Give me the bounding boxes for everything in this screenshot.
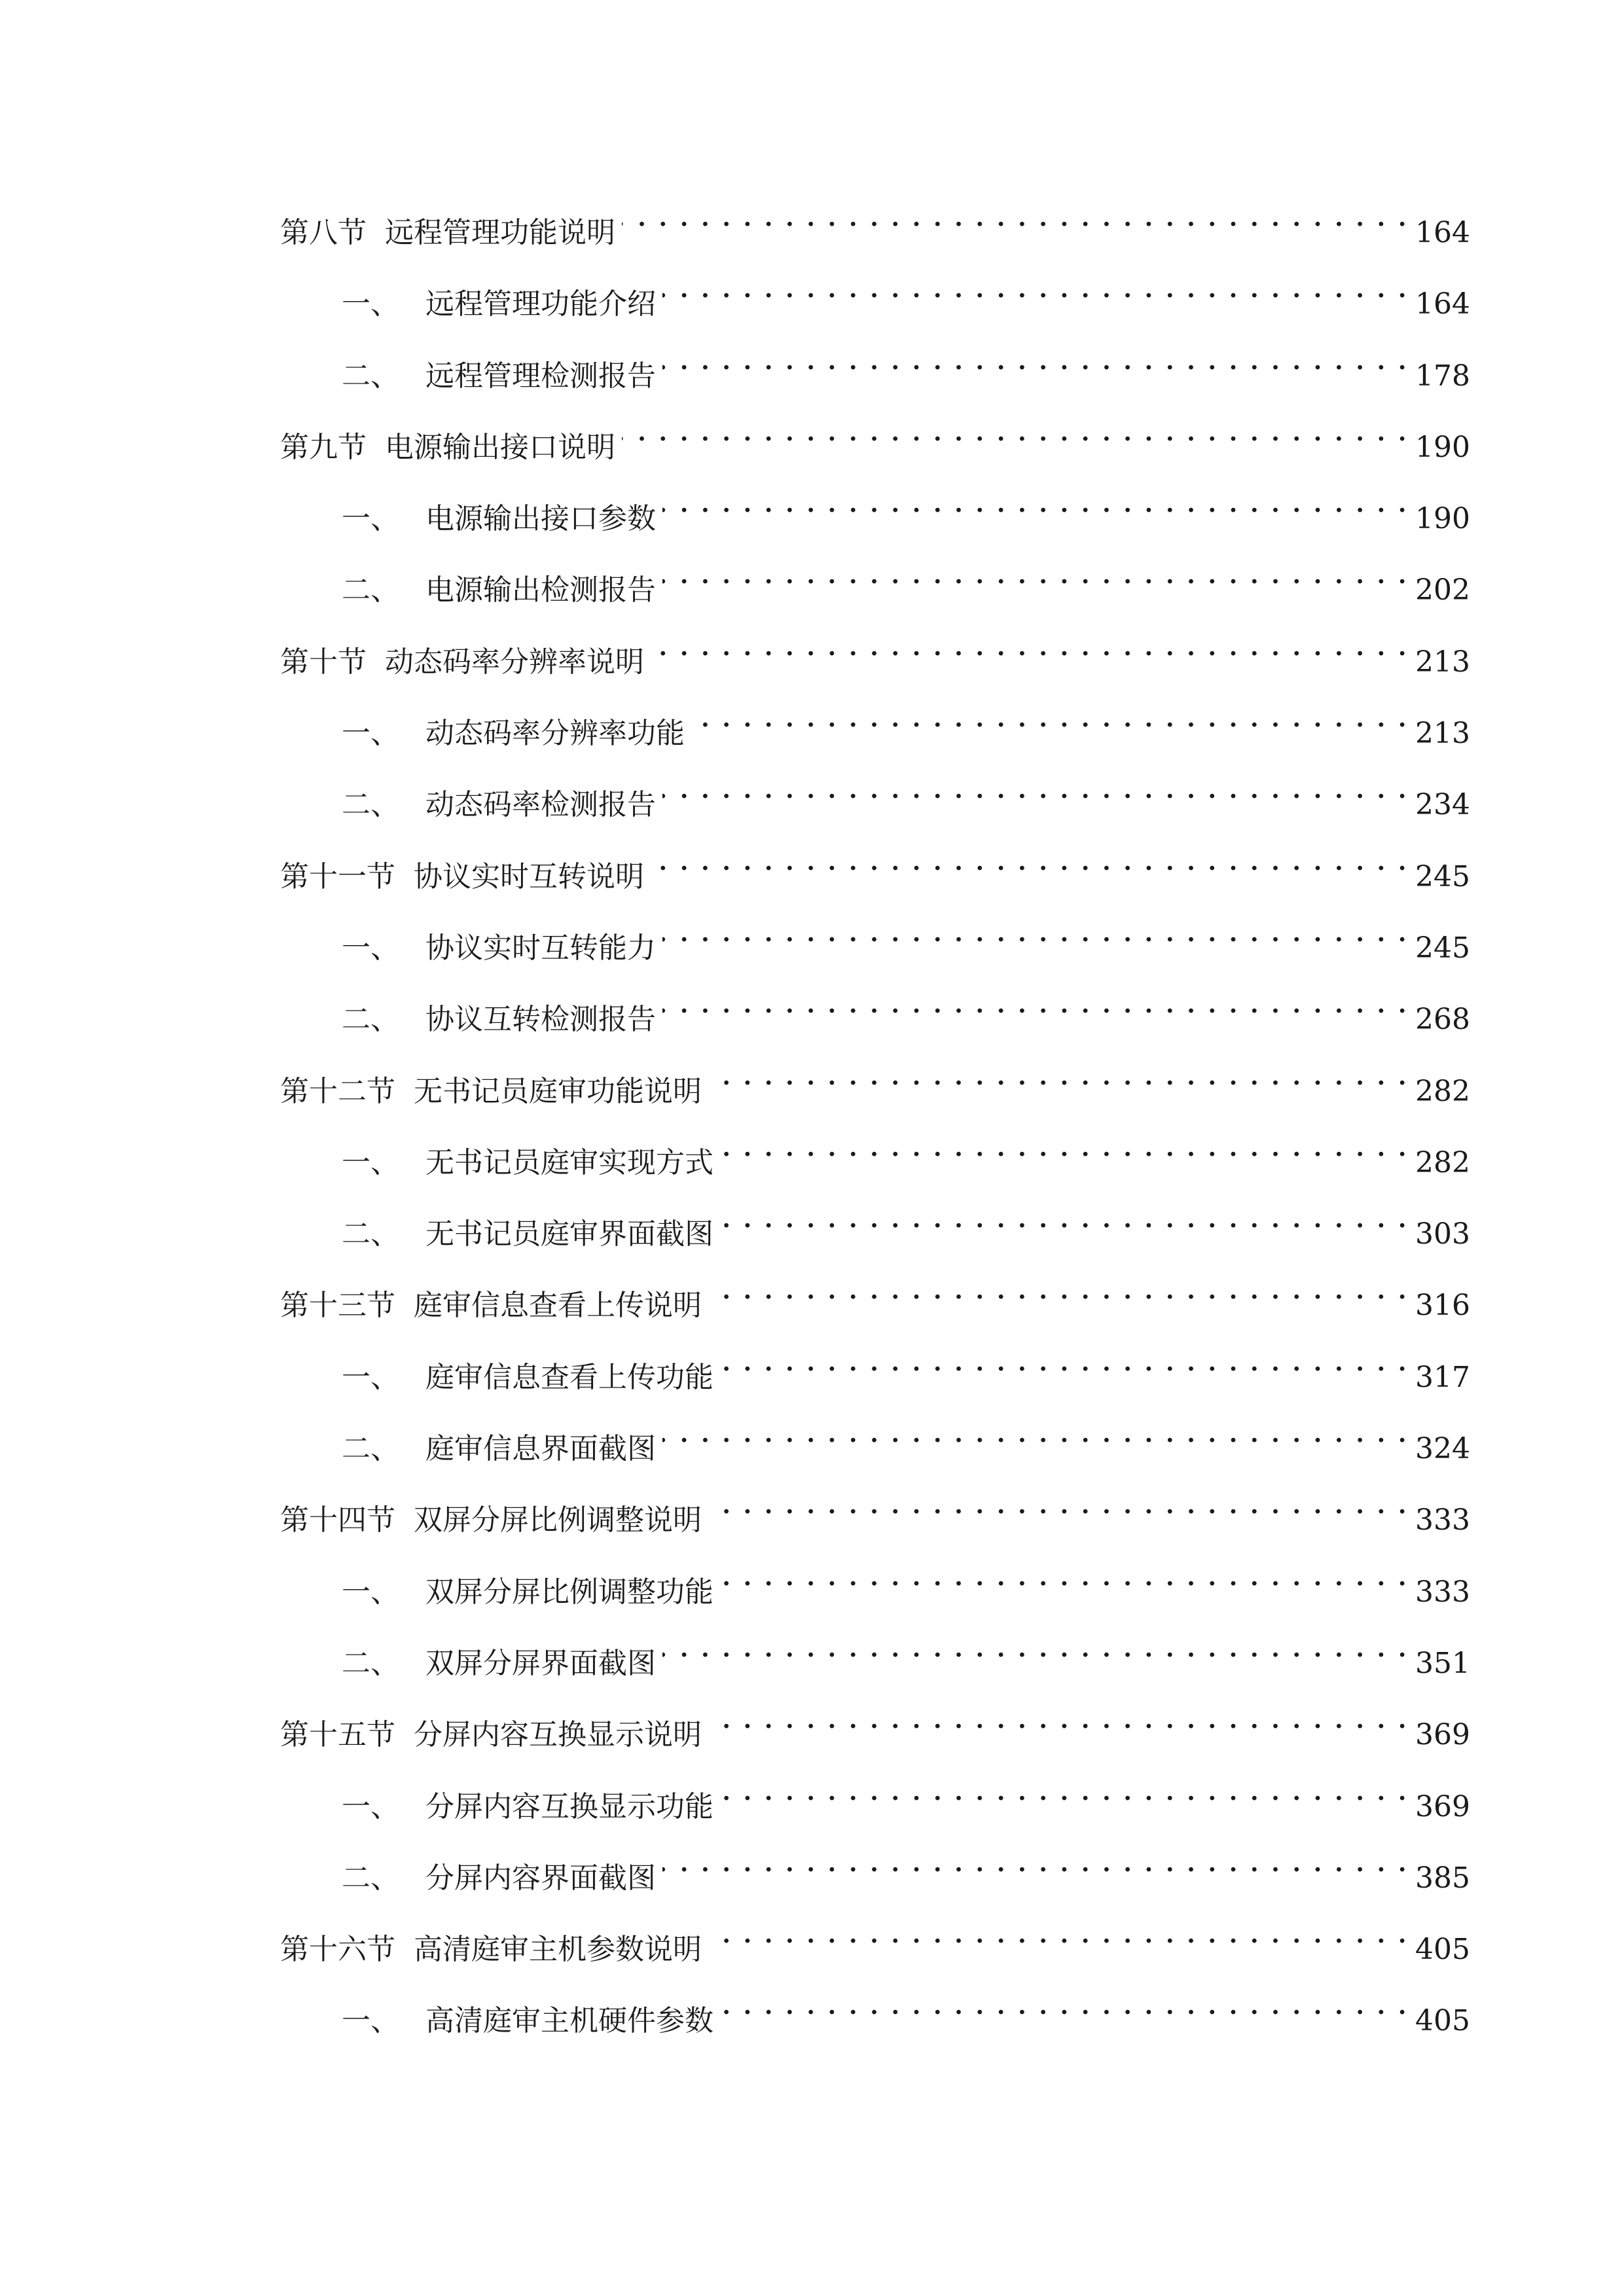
toc-subsection-entry[interactable] — [280, 1768, 1470, 1839]
toc-subsection-entry[interactable] — [280, 337, 1470, 408]
toc-entry-number: 一、 — [342, 1360, 399, 1394]
table-of-contents — [280, 194, 1470, 2054]
toc-entry-label — [280, 1067, 702, 1116]
toc-entry-number: 一、 — [342, 502, 399, 536]
toc-entry-title: 双屏分屏比例调整功能 — [425, 1575, 713, 1609]
toc-entry-number: 一、 — [342, 1789, 399, 1823]
toc-page-number: 245 — [1415, 931, 1470, 965]
toc-page-number: 178 — [1415, 359, 1470, 393]
toc-entry-number: 一、 — [342, 717, 399, 751]
toc-entry-title: 双屏分屏比例调整说明 — [414, 1503, 702, 1537]
toc-entry-title: 远程管理检测报告 — [425, 359, 656, 393]
toc-section-entry[interactable] — [280, 1481, 1470, 1552]
toc-entry-number: 第十节 — [280, 645, 367, 679]
toc-dot-leader — [662, 909, 1409, 958]
toc-subsection-entry[interactable] — [280, 480, 1470, 551]
toc-subsection-entry[interactable] — [280, 980, 1470, 1052]
toc-entry-number: 第十六节 — [280, 1933, 395, 1967]
toc-section-entry[interactable] — [280, 623, 1470, 694]
toc-page-number: 369 — [1415, 1789, 1470, 1823]
toc-entry-label — [342, 1568, 713, 1617]
toc-page-number: 282 — [1415, 1074, 1470, 1108]
toc-entry-number: 一、 — [342, 1145, 399, 1179]
toc-dot-leader — [720, 1553, 1409, 1602]
toc-entry-label — [342, 1640, 656, 1688]
toc-entry-title: 庭审信息查看上传功能 — [425, 1360, 713, 1394]
toc-dot-leader — [708, 1481, 1409, 1530]
toc-entry-title: 分屏内容互换显示功能 — [425, 1789, 713, 1823]
toc-entry-number: 一、 — [342, 287, 399, 321]
toc-subsection-entry[interactable] — [280, 551, 1470, 622]
toc-entry-label — [342, 352, 656, 401]
toc-entry-title: 动态码率分辨率说明 — [385, 645, 644, 679]
toc-subsection-entry[interactable] — [280, 1195, 1470, 1266]
toc-entry-label — [342, 781, 656, 829]
toc-subsection-entry[interactable] — [280, 1338, 1470, 1410]
toc-dot-leader — [662, 980, 1409, 1029]
toc-page-number: 316 — [1415, 1289, 1470, 1323]
toc-page-number: 234 — [1415, 788, 1470, 822]
toc-dot-leader — [720, 1768, 1409, 1816]
toc-page-number: 317 — [1415, 1360, 1470, 1394]
toc-entry-number: 二、 — [342, 573, 399, 607]
toc-dot-leader — [720, 1338, 1409, 1387]
toc-page-number: 405 — [1415, 1933, 1470, 1967]
toc-page-number: 213 — [1415, 717, 1470, 751]
toc-entry-number: 第十一节 — [280, 859, 395, 893]
toc-page-number: 213 — [1415, 645, 1470, 679]
toc-page-number: 369 — [1415, 1718, 1470, 1752]
toc-dot-leader — [708, 1910, 1409, 1959]
toc-section-entry[interactable] — [280, 1696, 1470, 1767]
toc-subsection-entry[interactable] — [280, 1624, 1470, 1696]
toc-entry-label — [342, 495, 656, 543]
toc-entry-label — [280, 1926, 702, 1974]
toc-entry-number: 二、 — [342, 1217, 399, 1251]
toc-entry-label — [342, 924, 656, 973]
toc-page-number: 333 — [1415, 1503, 1470, 1537]
toc-entry-title: 分屏内容界面截图 — [425, 1861, 656, 1895]
toc-subsection-entry[interactable] — [280, 1124, 1470, 1195]
toc-subsection-entry[interactable] — [280, 1553, 1470, 1624]
toc-dot-leader — [720, 1195, 1409, 1244]
toc-entry-number: 一、 — [342, 931, 399, 965]
toc-entry-number: 一、 — [342, 1575, 399, 1609]
toc-entry-title: 动态码率分辨率功能 — [425, 717, 685, 751]
toc-entry-label — [280, 638, 644, 687]
toc-entry-title: 协议互转检测报告 — [425, 1003, 656, 1037]
toc-entry-title: 庭审信息查看上传说明 — [414, 1289, 702, 1323]
toc-entry-number: 二、 — [342, 1432, 399, 1466]
toc-entry-label — [280, 1711, 702, 1759]
toc-page-number: 190 — [1415, 502, 1470, 536]
toc-page-number: 190 — [1415, 430, 1470, 464]
toc-subsection-entry[interactable] — [280, 694, 1470, 766]
toc-entry-title: 无书记员庭审实现方式 — [425, 1145, 713, 1179]
toc-dot-leader — [662, 337, 1409, 386]
toc-page-number: 245 — [1415, 859, 1470, 893]
toc-entry-title: 双屏分屏界面截图 — [425, 1646, 656, 1680]
toc-entry-label — [342, 1783, 713, 1831]
toc-dot-leader — [720, 1124, 1409, 1172]
toc-dot-leader — [662, 1839, 1409, 1888]
toc-entry-label — [342, 566, 656, 615]
toc-page-number: 303 — [1415, 1217, 1470, 1251]
toc-entry-label — [280, 1496, 702, 1545]
toc-subsection-entry[interactable] — [280, 1410, 1470, 1481]
toc-dot-leader — [622, 194, 1409, 242]
toc-entry-label — [280, 209, 615, 257]
toc-entry-label — [342, 1997, 713, 2045]
toc-dot-leader — [708, 1052, 1409, 1101]
toc-dot-leader — [691, 694, 1409, 743]
toc-dot-leader — [662, 1410, 1409, 1458]
toc-page-number: 164 — [1415, 287, 1470, 321]
toc-entry-number: 一、 — [342, 2004, 399, 2038]
toc-page-number: 333 — [1415, 1575, 1470, 1609]
toc-page-number: 268 — [1415, 1003, 1470, 1037]
toc-entry-title: 分屏内容互换显示说明 — [414, 1718, 702, 1752]
toc-entry-title: 电源输出接口说明 — [385, 430, 615, 464]
toc-entry-label — [280, 1282, 702, 1330]
toc-dot-leader — [651, 623, 1409, 672]
toc-entry-number: 二、 — [342, 359, 399, 393]
toc-page-number: 164 — [1415, 216, 1470, 249]
toc-entry-title: 电源输出接口参数 — [425, 502, 656, 536]
toc-entry-label — [342, 1854, 656, 1903]
toc-dot-leader — [662, 551, 1409, 600]
toc-section-entry[interactable] — [280, 1052, 1470, 1124]
toc-subsection-entry[interactable] — [280, 265, 1470, 336]
toc-entry-label — [342, 1139, 713, 1187]
toc-section-entry[interactable] — [280, 194, 1470, 265]
toc-entry-label — [342, 1354, 713, 1402]
toc-entry-number: 二、 — [342, 1646, 399, 1680]
toc-page-number: 351 — [1415, 1646, 1470, 1680]
toc-entry-title: 动态码率检测报告 — [425, 788, 656, 822]
toc-dot-leader — [651, 838, 1409, 886]
toc-entry-number: 第十四节 — [280, 1503, 395, 1537]
toc-entry-label — [280, 423, 615, 472]
toc-entry-number: 第十二节 — [280, 1074, 395, 1108]
toc-page-number: 385 — [1415, 1861, 1470, 1895]
toc-entry-number: 二、 — [342, 1861, 399, 1895]
toc-entry-number: 第八节 — [280, 216, 367, 249]
toc-subsection-entry[interactable] — [280, 1982, 1470, 2053]
toc-page-number: 405 — [1415, 2004, 1470, 2038]
toc-entry-label — [342, 280, 656, 329]
toc-entry-label — [342, 1425, 656, 1473]
toc-dot-leader — [708, 1266, 1409, 1315]
toc-entry-title: 无书记员庭审功能说明 — [414, 1074, 702, 1108]
toc-entry-title: 庭审信息界面截图 — [425, 1432, 656, 1466]
toc-dot-leader — [662, 265, 1409, 314]
toc-entry-number: 第十三节 — [280, 1289, 395, 1323]
toc-entry-number: 第九节 — [280, 430, 367, 464]
toc-dot-leader — [708, 1696, 1409, 1744]
toc-entry-title: 远程管理功能介绍 — [425, 287, 656, 321]
toc-dot-leader — [662, 766, 1409, 814]
toc-dot-leader — [720, 1982, 1409, 2030]
toc-dot-leader — [662, 1624, 1409, 1673]
toc-dot-leader — [622, 408, 1409, 457]
toc-entry-title: 协议实时互转说明 — [414, 859, 644, 893]
toc-entry-number: 二、 — [342, 1003, 399, 1037]
toc-entry-label — [342, 996, 656, 1044]
toc-entry-number: 第十五节 — [280, 1718, 395, 1752]
toc-entry-title: 高清庭审主机硬件参数 — [425, 2004, 713, 2038]
toc-section-entry[interactable] — [280, 1266, 1470, 1338]
toc-entry-label — [280, 853, 644, 901]
toc-section-entry[interactable] — [280, 1910, 1470, 1982]
toc-page-number: 202 — [1415, 573, 1470, 607]
toc-entry-title: 无书记员庭审界面截图 — [425, 1217, 713, 1251]
toc-entry-title: 协议实时互转能力 — [425, 931, 656, 965]
toc-entry-number: 二、 — [342, 788, 399, 822]
toc-dot-leader — [662, 480, 1409, 528]
toc-entry-label — [342, 709, 685, 758]
toc-entry-title: 远程管理功能说明 — [385, 216, 615, 249]
toc-section-entry[interactable] — [280, 408, 1470, 480]
toc-subsection-entry[interactable] — [280, 766, 1470, 837]
toc-subsection-entry[interactable] — [280, 1839, 1470, 1910]
toc-page-number: 324 — [1415, 1432, 1470, 1466]
toc-entry-title: 高清庭审主机参数说明 — [414, 1933, 702, 1967]
toc-subsection-entry[interactable] — [280, 909, 1470, 980]
toc-entry-label — [342, 1210, 713, 1259]
toc-entry-title: 电源输出检测报告 — [425, 573, 656, 607]
toc-page-number: 282 — [1415, 1145, 1470, 1179]
toc-section-entry[interactable] — [280, 838, 1470, 909]
